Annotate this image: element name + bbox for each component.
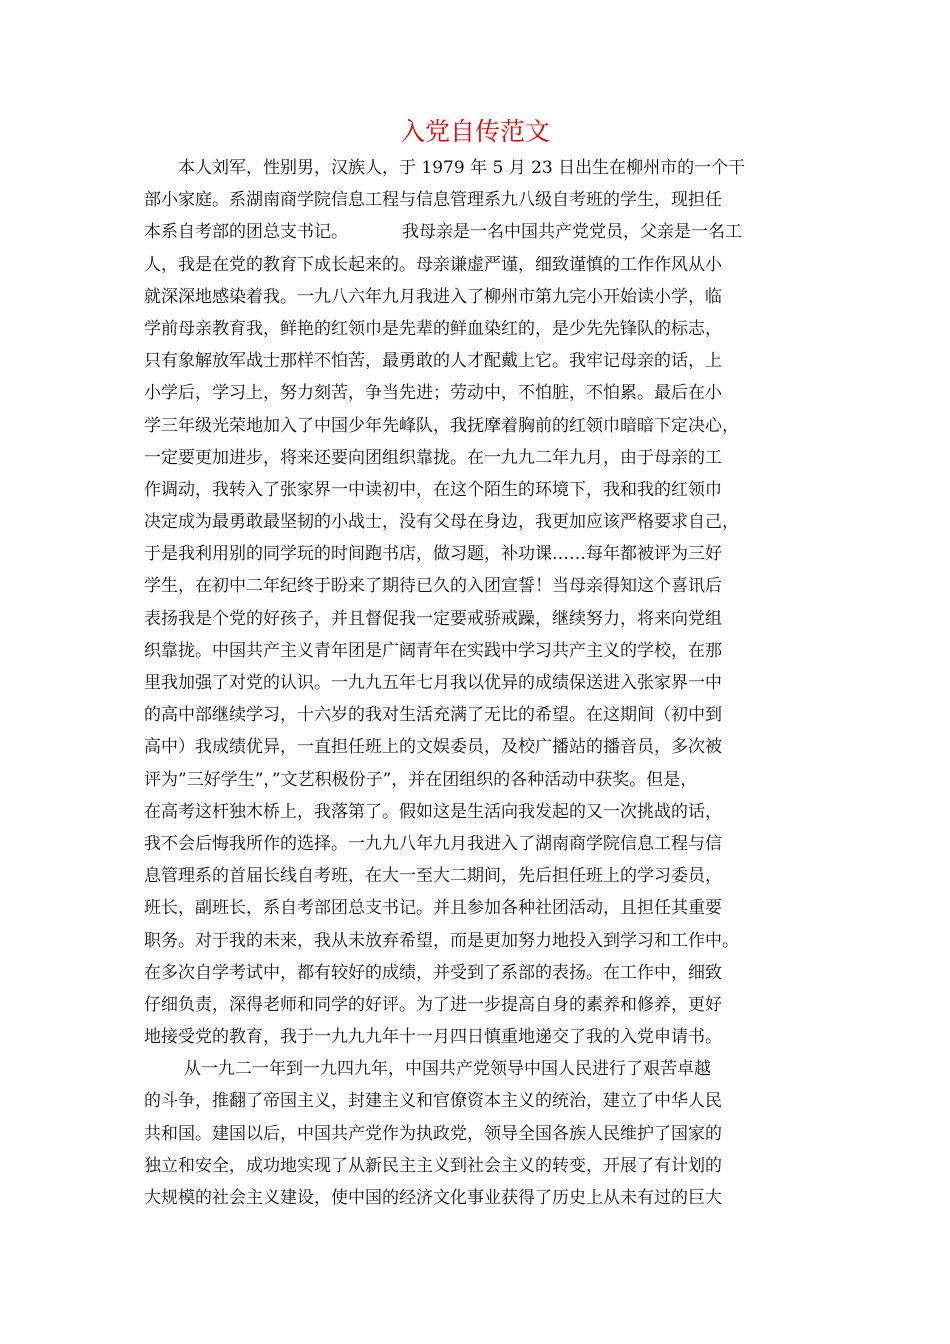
text-line: 学三年级光荣地加入了中国少年先峰队，我抚摩着胸前的红领巾暗暗下定决心， bbox=[144, 415, 739, 436]
text-line: 本系自考部的团总支书记。 我母亲是一名中国共产党党员，父亲是一名工 bbox=[144, 222, 743, 243]
text-line: 职务。对于我的未来，我从未放弃希望，而是更加努力地投入到学习和工作中。 bbox=[144, 930, 739, 951]
text-line: 我不会后悔我所作的选择。一九九八年九月我进入了湖南商学院信息工程与信 bbox=[144, 833, 722, 854]
text-line: 独立和安全，成功地实现了从新民主主义到社会主义的转变，开展了有计划的 bbox=[144, 1155, 722, 1176]
text-line: 织靠拢。中国共产主义青年团是广阔青年在实践中学习共产主义的学校，在那 bbox=[144, 640, 722, 661]
text-line: 在高考这杆独木桥上，我落第了。假如这是生活向我发起的又一次挑战的话， bbox=[144, 801, 722, 822]
text-line: 于是我利用别的同学玩的时间跑书店，做习题，补功课……每年都被评为三好 bbox=[144, 544, 722, 565]
text-line: 班长，副班长，系自考部团总支书记。并且参加各种社团活动，且担任其重要 bbox=[144, 898, 722, 919]
text-line: 表扬我是个党的好孩子，并且督促我一定要戒骄戒躁，继续努力，将来向党组 bbox=[144, 608, 722, 629]
text-line: 人，我是在党的教育下成长起来的。母亲谦虚严谨，细致谨慎的工作作风从小 bbox=[144, 254, 722, 275]
text-line: 一定要更加进步，将来还要向团组织靠拢。在一九九二年九月，由于母亲的工 bbox=[144, 447, 722, 468]
text-line: 在多次自学考试中，都有较好的成绩，并受到了系部的表扬。在工作中，细致 bbox=[144, 962, 722, 983]
text-line: 评为”三好学生”，”文艺积极份子”，并在团组织的各种活动中获奖。但是， bbox=[144, 769, 698, 790]
text-line: 部小家庭。系湖南商学院信息工程与信息管理系九八级自考班的学生，现担任 bbox=[144, 190, 722, 211]
text-line: 的斗争，推翻了帝国主义，封建主义和官僚资本主义的统治，建立了中华人民 bbox=[144, 1091, 722, 1112]
document-body bbox=[144, 152, 812, 1214]
text-line: 的高中部继续学习，十六岁的我对生活充满了无比的希望。在这期间（初中到 bbox=[144, 705, 722, 726]
document-title: 入党自传范文 bbox=[399, 117, 550, 146]
text-line: 从一九二一年到一九四九年，中国共产党领导中国人民进行了艰苦卓越 bbox=[184, 1059, 711, 1080]
text-line: 决定成为最勇敢最坚韧的小战士，没有父母在身边，我更加应该严格要求自己， bbox=[144, 512, 739, 533]
text-line: 仔细负责，深得老师和同学的好评。为了进一步提高自身的素养和修养，更好 bbox=[144, 994, 722, 1015]
text-line: 大规模的社会主义建设，使中国的经济文化事业获得了历史上从未有过的巨大 bbox=[144, 1188, 722, 1208]
text-line: 学前母亲教育我，鲜艳的红领巾是先辈的鲜血染红的，是少先先锋队的标志， bbox=[144, 318, 722, 339]
text-line: 里我加强了对党的认识。一九九五年七月我以优异的成绩保送进入张家界一中 bbox=[144, 673, 722, 693]
text-line: 地接受党的教育，我于一九九九年十一月四日慎重地递交了我的入党申请书。 bbox=[144, 1027, 722, 1048]
text-line: 就深深地感染着我。一九八六年九月我进入了柳州市第九完小开始读小学，临 bbox=[144, 286, 722, 307]
text-line: 学生，在初中二年纪终于盼来了期待已久的入团宣誓！当母亲得知这个喜讯后 bbox=[144, 576, 722, 597]
text-line: 本人刘军，性别男，汉族人，于 1979 年 5 月 23 日出生在柳州市的一个干 bbox=[178, 158, 746, 178]
text-line: 共和国。建国以后，中国共产党作为执政党，领导全国各族人民维护了国家的 bbox=[144, 1123, 722, 1144]
text-line: 息管理系的首届长线自考班，在大一至大二期间，先后担任班上的学习委员， bbox=[144, 866, 722, 887]
text-line: 作调动，我转入了张家界一中读初中，在这个陌生的环境下，我和我的红领巾 bbox=[144, 479, 722, 500]
text-line: 只有象解放军战士那样不怕苦，最勇敢的人才配戴上它。我牢记母亲的话，上 bbox=[144, 351, 722, 372]
text-line: 小学后，学习上，努力刻苦，争当先进；劳动中，不怕脏，不怕累。最后在小 bbox=[144, 383, 722, 404]
text-line: 高中）我成绩优异，一直担任班上的文娱委员，及校广播站的播音员，多次被 bbox=[144, 737, 722, 758]
